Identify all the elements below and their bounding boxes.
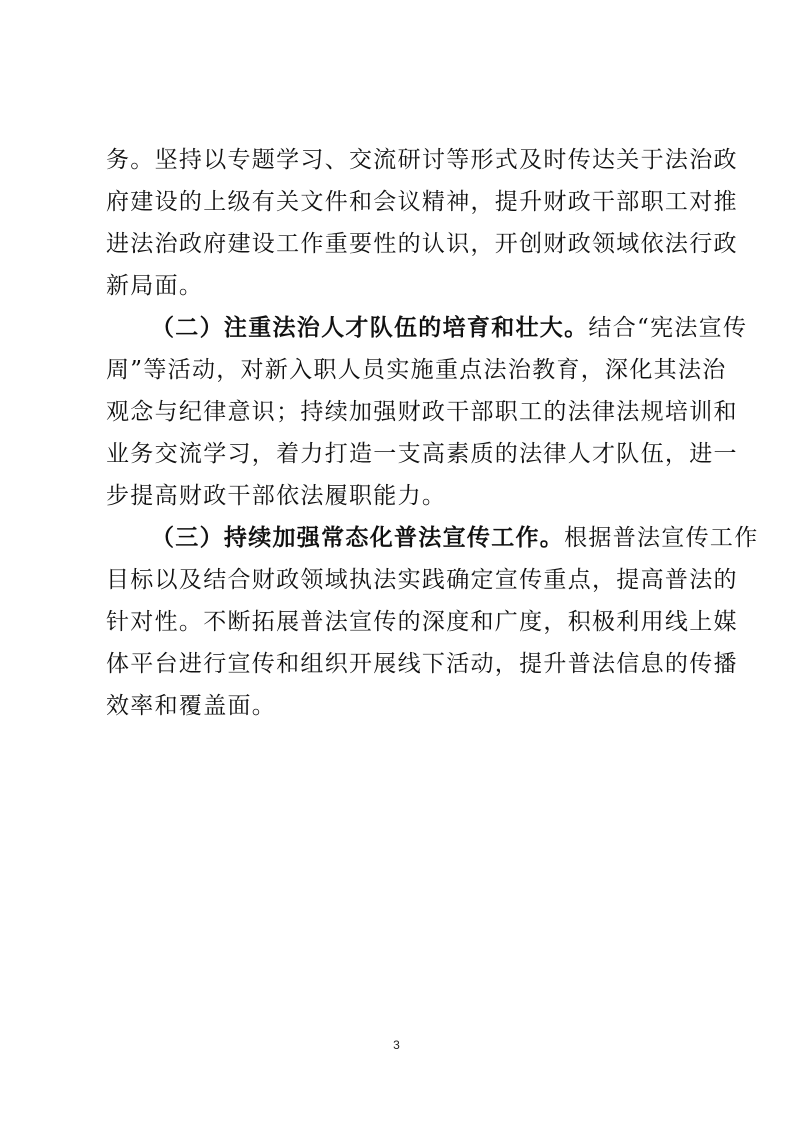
body-text-line: 观念与纪律意识；持续加强财政干部职工的法律法规培训和 <box>106 399 738 425</box>
body-text-line: 针对性。不断拓展普法宣传的深度和广度，积极利用线上媒 <box>106 609 738 635</box>
body-text-line: 周”等活动，对新入职人员实施重点法治教育，深化其法治 <box>106 357 727 383</box>
section-heading: （三）持续加强常态化普法宣传工作。 <box>151 524 565 551</box>
section-heading: （二）注重法治人才队伍的培育和壮大。 <box>151 314 589 341</box>
body-text-line: 效率和覆盖面。 <box>106 693 277 719</box>
body-text-line: 体平台进行宣传和组织开展线下活动，提升普法信息的传播 <box>106 651 738 677</box>
body-text-line: 进法治政府建设工作重要性的认识，开创财政领域依法行政 <box>106 231 738 257</box>
body-text-line: 务。坚持以专题学习、交流研讨等形式及时传达关于法治政 <box>106 147 738 173</box>
body-text-line: 步提高财政干部依法履职能力。 <box>106 483 447 509</box>
section-text: 结合“宪法宣传 <box>588 315 748 341</box>
body-text-line: 府建设的上级有关文件和会议精神，提升财政干部职工对推 <box>106 189 738 215</box>
section-first-line <box>151 313 748 343</box>
body-text-line: 新局面。 <box>106 273 204 299</box>
body-text-line: 业务交流学习，着力打造一支高素质的法律人才队伍，进一 <box>106 441 738 467</box>
section-text: 根据普法宣传工作 <box>564 525 759 551</box>
section-first-line <box>151 523 759 553</box>
body-text-line: 目标以及结合财政领域执法实践确定宣传重点，提高普法的 <box>106 567 738 593</box>
page-number: 3 <box>393 1038 400 1052</box>
